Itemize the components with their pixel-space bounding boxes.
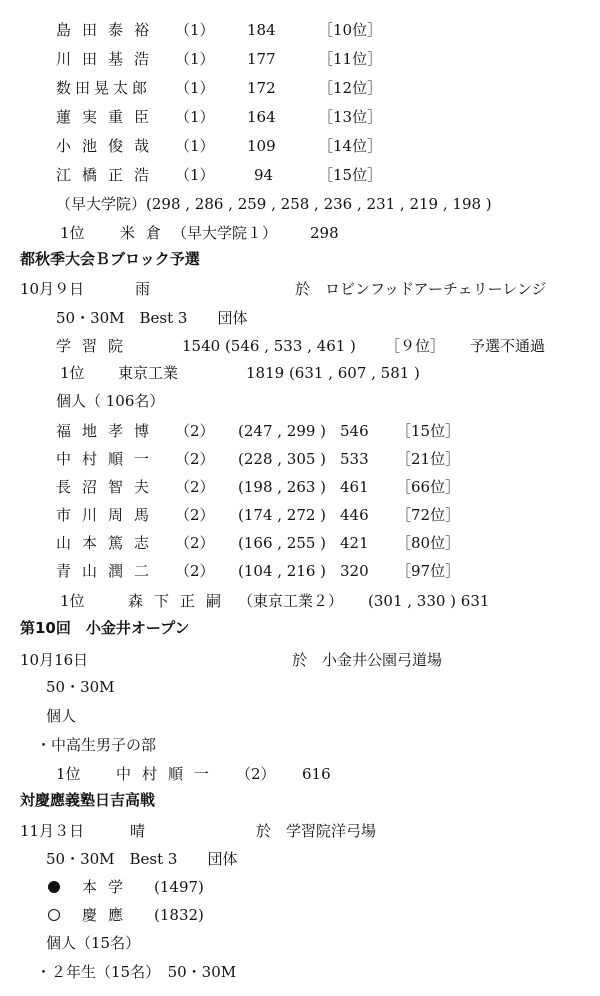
athlete-ends: (198 , 263 ): [238, 478, 327, 496]
athlete-name: 江橋正浩: [56, 166, 161, 184]
athlete-name: 蓮実重臣: [56, 108, 161, 126]
event-date: 10月16日: [20, 651, 89, 669]
athlete-grade: （2）: [175, 450, 215, 468]
winner-grade: （2）: [236, 765, 276, 783]
athlete-ends: (228 , 305 ): [238, 450, 327, 468]
section-heading: 第10回 小金井オープン: [20, 619, 190, 637]
category-label: ・２年生（15名） 50・30M: [36, 963, 237, 981]
winner-name: 森下正嗣: [128, 592, 233, 610]
athlete-total: 461: [340, 478, 369, 496]
team-winner-rank: 1位: [60, 364, 85, 382]
winner-school: （早大学院１）: [172, 224, 278, 242]
athlete-score: 184: [247, 21, 276, 39]
athlete-grade: （2）: [175, 534, 215, 552]
winner-score: (301 , 330 ) 631: [368, 592, 490, 610]
athlete-name: 山本篤志: [56, 534, 161, 552]
athlete-grade: （1）: [175, 166, 215, 184]
athlete-name: 小池俊哉: [56, 137, 161, 155]
athlete-rank: ［15位］: [396, 422, 461, 440]
athlete-score: 94: [254, 166, 274, 184]
athlete-ends: (104 , 216 ): [238, 562, 327, 580]
individual-label: 個人（ 106名）: [56, 392, 165, 410]
section-heading: 都秋季大会Ｂブロック予選: [20, 250, 200, 268]
event-weather: 雨: [135, 280, 151, 298]
event-format: 50・30M Best 3 団体: [56, 309, 248, 327]
athlete-score: 172: [247, 79, 276, 97]
athlete-name: 市川周馬: [56, 506, 161, 524]
athlete-grade: （1）: [175, 108, 215, 126]
team-score: 1540 (546 , 533 , 461 ): [182, 337, 356, 355]
winner-name: 米倉: [120, 224, 173, 242]
athlete-ends: (166 , 255 ): [238, 534, 327, 552]
winner-score: 298: [310, 224, 339, 242]
event-format: 50・30M Best 3 団体: [46, 850, 238, 868]
win-marker-icon: [48, 905, 70, 925]
athlete-ends: (174 , 272 ): [238, 506, 327, 524]
athlete-grade: （1）: [175, 50, 215, 68]
athlete-rank: ［12位］: [318, 79, 383, 97]
athlete-rank: ［66位］: [396, 478, 461, 496]
athlete-score: 177: [247, 50, 276, 68]
athlete-name: 福地孝博: [56, 422, 161, 440]
athlete-grade: （1）: [175, 21, 215, 39]
athlete-total: 546: [340, 422, 369, 440]
team-score: (1832): [154, 906, 204, 924]
athlete-total: 320: [340, 562, 369, 580]
team-note: 予選不通過: [470, 337, 546, 355]
athlete-grade: （2）: [175, 422, 215, 440]
athlete-rank: ［14位］: [318, 137, 383, 155]
section-heading: 対慶應義塾日吉高戦: [20, 791, 156, 809]
event-venue: 於 ロビンフッドアーチェリーレンジ: [295, 280, 547, 298]
athlete-name: 数田晃太郎: [56, 79, 152, 97]
individual-label: 個人（15名）: [46, 934, 141, 952]
team-name: 学習院: [56, 337, 135, 355]
category-label: ・中高生男子の部: [36, 736, 157, 754]
filled-circle-icon: [48, 881, 60, 893]
athlete-rank: ［72位］: [396, 506, 461, 524]
athlete-score: 164: [247, 108, 276, 126]
athlete-rank: ［11位］: [318, 50, 383, 68]
team-winner-name: 東京工業: [118, 364, 179, 382]
athlete-grade: （2）: [175, 478, 215, 496]
team-name: 慶應: [82, 906, 135, 924]
team-winner-score: 1819 (631 , 607 , 581 ): [246, 364, 420, 382]
athlete-grade: （2）: [175, 506, 215, 524]
athlete-total: 533: [340, 450, 369, 468]
athlete-rank: ［21位］: [396, 450, 461, 468]
winner-score: 616: [302, 765, 331, 783]
winner-name: 中村順一: [116, 765, 221, 783]
team-scores: （早大学院）(298 , 286 , 259 , 258 , 236 , 231 , 219 , 198 ): [56, 195, 492, 213]
athlete-name: 島田泰裕: [56, 21, 161, 39]
event-weather: 晴: [130, 822, 146, 840]
individual-label: 個人: [46, 707, 77, 725]
hollow-circle-icon: [48, 909, 60, 921]
winner-rank: 1位: [60, 592, 85, 610]
athlete-rank: ［80位］: [396, 534, 461, 552]
winner-school: （東京工業２）: [238, 592, 344, 610]
event-date: 10月９日: [20, 280, 85, 298]
event-venue: 於 学習院洋弓場: [256, 822, 377, 840]
event-date: 11月３日: [20, 822, 85, 840]
event-format: 50・30M: [46, 678, 115, 696]
athlete-total: 421: [340, 534, 369, 552]
team-score: (1497): [154, 878, 204, 896]
athlete-total: 446: [340, 506, 369, 524]
event-venue: 於 小金井公園弓道場: [292, 651, 443, 669]
athlete-score: 109: [247, 137, 276, 155]
winner-rank: 1位: [56, 765, 81, 783]
athlete-ends: (247 , 299 ): [238, 422, 327, 440]
loss-marker-icon: [48, 877, 70, 897]
athlete-name: 川田基浩: [56, 50, 161, 68]
winner-rank: 1位: [60, 224, 85, 242]
athlete-rank: ［15位］: [318, 166, 383, 184]
athlete-grade: （2）: [175, 562, 215, 580]
athlete-name: 長沼智夫: [56, 478, 161, 496]
athlete-grade: （1）: [175, 137, 215, 155]
athlete-rank: ［10位］: [318, 21, 383, 39]
athlete-grade: （1）: [175, 79, 215, 97]
team-name: 本学: [82, 878, 135, 896]
athlete-name: 青山潤二: [56, 562, 161, 580]
athlete-rank: ［97位］: [396, 562, 461, 580]
athlete-rank: ［13位］: [318, 108, 383, 126]
athlete-name: 中村順一: [56, 450, 161, 468]
team-rank: ［９位］: [385, 337, 446, 355]
